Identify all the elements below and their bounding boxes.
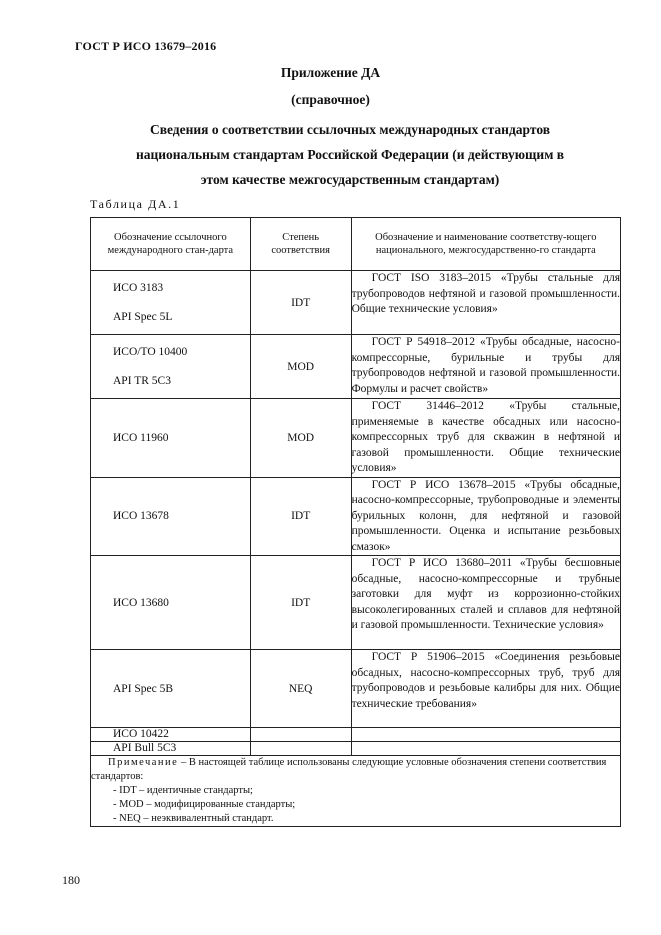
national-standard-cell [351, 650, 620, 728]
appendix-heading [90, 117, 610, 192]
table-label: Таблица ДА.1 [90, 197, 181, 211]
national-standard-cell [351, 556, 620, 650]
intl-standard: ИСО 13678 [113, 510, 169, 523]
correspondence-table [90, 217, 621, 827]
note-text: – В настоящей таблице использованы следующие условные обозначения степени соответствия стандартов: [91, 757, 607, 782]
national-standard-cell [351, 335, 620, 399]
table-row [91, 271, 621, 335]
note-item: - IDT – идентичные стандарты; [113, 785, 253, 796]
degree-cell: MOD [250, 335, 351, 399]
intl-standard-cell [91, 477, 251, 556]
appendix-title: Приложение ДА [280, 65, 381, 80]
degree-cell: IDT [250, 271, 351, 335]
page-number: 180 [62, 873, 80, 887]
national-standard-cell [351, 399, 620, 478]
table-note-row [91, 756, 621, 827]
table-row [91, 335, 621, 399]
degree-cell: IDT [250, 477, 351, 556]
degree-cell [250, 742, 351, 756]
degree-cell: MOD [250, 399, 351, 478]
table-row [91, 728, 621, 742]
national-standard: ГОСТ ISO 3183–2015 «Трубы стальные для трубопроводов нефтяной и газовой промышленности. Общие технические условия» [351, 272, 620, 315]
column-header-national: Обозначение и наименование соответству-ющего национального, межгосударственно-го стандарта [351, 218, 620, 271]
degree-cell [250, 728, 351, 742]
degree-cell: NEQ [250, 650, 351, 728]
heading-line: национальным стандартам Российской Федерации (и действующим в [135, 147, 565, 162]
column-header-degree: Степень соответствия [250, 218, 351, 271]
intl-standard-cell [91, 399, 251, 478]
national-standard-cell [351, 742, 620, 756]
national-standard: ГОСТ Р 51906–2015 «Соединения резьбовые обсадных, насосно-компрессорных труб, труб для трубопроводов и резьбовые калибры для них. Общие технические требования» [351, 651, 620, 710]
note-title: Примечание [108, 757, 179, 768]
note-item: - MOD – модифицированные стандарты; [113, 799, 296, 810]
degree-cell: IDT [250, 556, 351, 650]
intl-standard: ИСО 13680 [113, 596, 169, 609]
heading-line: этом качестве межгосударственным стандартам) [200, 172, 500, 187]
intl-standard-cell [91, 335, 251, 399]
table-header-row [91, 218, 621, 271]
intl-standard: API TR 5C3 [113, 375, 171, 387]
intl-standard-cell [91, 271, 251, 335]
intl-standard: API Spec 5B [113, 682, 174, 695]
intl-standard: API Spec 5L [113, 311, 173, 323]
appendix-subtitle: (справочное) [291, 92, 370, 107]
national-standard-cell [351, 271, 620, 335]
intl-standard-cell [91, 556, 251, 650]
table-note [91, 756, 621, 827]
intl-standard: ИСО 3183 [113, 282, 164, 294]
national-standard: ГОСТ Р ИСО 13680–2011 «Трубы бесшовные обсадные, насосно-компрессорные и трубные заготовки для муфт из коррозионно-стойких высоколегированных сталей и сплавов для нефтяной и газовой промышленности. Технические условия» [351, 557, 620, 631]
table-row [91, 650, 621, 728]
intl-standard: ИСО 11960 [113, 431, 169, 444]
note-item: - NEQ – неэквивалентный стандарт. [113, 813, 274, 824]
national-standard: ГОСТ Р ИСО 13678–2015 «Трубы обсадные, насосно-компрессорные, трубопроводные и элементы бурильных колонн, для нефтяной и газовой промышленности. Оценка и испытание резьбовых смазок» [351, 478, 620, 553]
intl-standard: API Bull 5C3 [91, 742, 251, 756]
intl-standard-cell [91, 650, 251, 728]
table-row [91, 399, 621, 478]
table-row [91, 742, 621, 756]
intl-standard: ИСО 10422 [91, 728, 251, 742]
national-standard: ГОСТ Р 54918–2012 «Трубы обсадные, насосно-компрессорные, бурильные и трубы для трубопроводов нефтяной и газовой промышленности. Формулы и расчет свойств» [351, 336, 620, 395]
national-standard-cell [351, 477, 620, 556]
table-row [91, 556, 621, 650]
national-standard: ГОСТ 31446–2012 «Трубы стальные, применяемые в качестве обсадных или насосно-компрессорных труб для скважин в нефтяной и газовой промышленности. Общие технические условия» [351, 400, 620, 474]
column-header-international: Обозначение ссылочного международного стан-дарта [91, 218, 251, 271]
table-row [91, 477, 621, 556]
heading-line: Сведения о соответствии ссылочных международных стандартов [149, 122, 551, 137]
intl-standard: ИСО/ТО 10400 [113, 346, 188, 358]
document-code: ГОСТ Р ИСО 13679–2016 [75, 39, 217, 53]
national-standard-cell [351, 728, 620, 742]
